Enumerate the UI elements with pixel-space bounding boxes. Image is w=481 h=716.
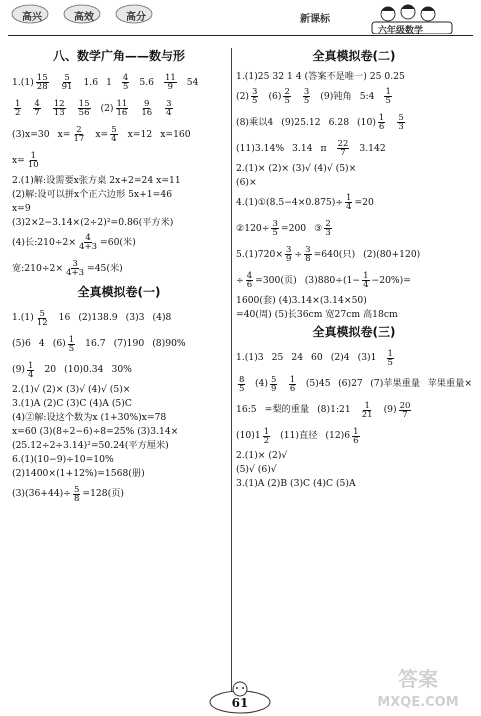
exam3-title: 全真模拟卷(三) [312,324,396,339]
answer-line: ②120÷ $\frac{3}{5}$ =200 ③ $\frac{2}{3}$ [236,218,331,239]
answer-line: (25.12÷2÷3.14)²=50.24(平方厘米) [12,440,169,452]
column-divider [231,48,232,698]
answer-line: (2)解:设可以拼x个正六边形 5x+1=46 [12,188,173,200]
answer-line: 1.(1) $\frac{5}{12}$ 16 (2)138.9 (3)3 (4)8 [12,308,172,329]
answer-line: 2.(1)√ (2)× (3)√ (4)√ (5)× [12,384,131,396]
answer-line: (3)2×2−3.14×(2÷2)²=0.86(平方米) [12,216,174,228]
answer-line: 1600(套) (4)3.14×(3.14×50) [236,294,367,306]
answer-line: $\frac{1}{2}$ $\frac{4}{7}$ $\frac{12}{13}$ $\frac{15}{56}$ (2) $\frac{11}{16}$ $\frac{9}{16}$ $\frac{3}{4}$ [15,98,172,119]
kids-illustration [381,5,435,21]
answer-line: 5.(1)720× $\frac{3}{9}$ ÷ $\frac{3}{8}$ =640(只) (2)(80+120) [236,244,421,265]
answer-line: 6.(1)(10−9)÷10=10% [12,454,114,466]
watermark-bottom: MXQE.COM [377,695,459,710]
answer-line: 1.(1)25 32 1 4 (答案不是唯一) 25 0.25 [236,70,405,82]
answer-line: (2) $\frac{3}{5}$ (6) $\frac{2}{5}$ $\frac{3}{5}$ (9)钝角 5:4 $\frac{1}{5}$ [236,86,391,107]
exam1-title: 全真模拟卷(一) [77,284,161,299]
grade-badge: 六年级数学 [378,26,424,36]
answer-line: (4)②解:设这个数为x (1+30%)x=78 [12,412,167,424]
answer-line: 2.(1)解:设需要x张方桌 2x+2=24 x=11 [12,174,181,186]
page-number-ornament [205,680,275,716]
section-title-shuxing: 八、数学广角——数与形 [52,49,185,63]
answer-line: 2.(1)× (2)× (3)√ (4)√ (5)× [236,162,357,174]
answer-line: (10)1 $\frac{1}{2}$ (11)直径 (12)6 $\frac{1}{6}$ [236,426,359,447]
answer-line: x= $\frac{1}{10}$ [12,150,39,171]
watermark-top: 答案 [398,667,438,691]
answer-line: (6)× [236,176,257,188]
series-label: 新课标 [300,14,330,25]
answer-line: x=9 [12,202,31,214]
answer-line: 4.(1)①(8.5−4×0.875)÷ $\frac{1}{4}$ =20 [236,192,374,213]
exam2-title: 全真模拟卷(二) [312,49,396,63]
page-number: 61 [231,696,249,710]
answer-line: 3.(1)A (2)C (3)C (4)A (5)C [12,398,132,410]
header-rule [8,35,473,36]
tag-gaoxiao: 高效 [74,12,94,23]
answer-line: 宽:210÷2× $\frac{3}{4+3}$ =45(米) [12,258,123,279]
answer-line: (8)乘以4 (9)25.12 6.28 (10) $\frac{1}{6}$ $\frac{5}{3}$ [236,112,404,133]
answer-line: =40(周) (5)长36cm 宽27cm 高18cm [236,308,398,320]
answer-line: $\frac{8}{5}$ (4) $\frac{5}{9}$ $\frac{1}{6}$ (5)45 (6)27 (7)苹果重量 苹果重量× [239,374,473,395]
answer-line: 3.(1)A (2)B (3)C (4)C (5)A [236,478,356,490]
answer-line: (5)6 4 (6) $\frac{1}{5}$ 16.7 (7)190 (8)90% [12,334,186,355]
tag-gaofen: 高分 [126,12,146,23]
answer-line: ÷ $\frac{4}{6}$ =300(页) (3)880÷(1− $\frac{1}{4}$ −20%)= [236,270,411,291]
answer-line: (9) $\frac{1}{4}$ 20 (10)0.34 30% [12,360,132,381]
answer-line: (3)x=30 x= $\frac{2}{17}$ x= $\frac{5}{4}$ x=12 x=160 [12,124,191,145]
answer-line: (5)√ (6)√ [236,464,277,476]
answer-line: 2.(1)× (2)√ [236,450,288,462]
right-column [236,46,472,492]
answer-line: (3)(36+44)÷ $\frac{5}{8}$ =128(页) [12,484,124,505]
left-column [12,46,226,508]
answer-line: 1.(1)3 25 24 60 (2)4 (3)1 $\frac{1}{5}$ [236,348,393,369]
answer-line: 16:5 =梨的重量 (8)1:21 $\frac{1}{21}$ (9) $\frac{20}{7}$ [236,400,411,421]
answer-line: 1.(1) $\frac{15}{28}$ $\frac{5}{91}$ 1.6 1 $\frac{4}{5}$ 5.6 $\frac{11}{9}$ 54 [12,72,199,93]
answer-line: (4)长:210÷2× $\frac{4}{4+3}$ =60(米) [12,232,136,253]
answer-line: x=60 (3)(8÷2−6)÷8=25% (3)3.14× [12,426,179,438]
watermark-logo [359,662,477,712]
tag-gaoxing: 高兴 [22,12,42,23]
answer-line: (2)1400×(1+12%)=1568(册) [12,468,145,480]
answer-line: (11)3.14% 3.14 π $\frac{22}{7}$ 3.142 [236,138,386,159]
